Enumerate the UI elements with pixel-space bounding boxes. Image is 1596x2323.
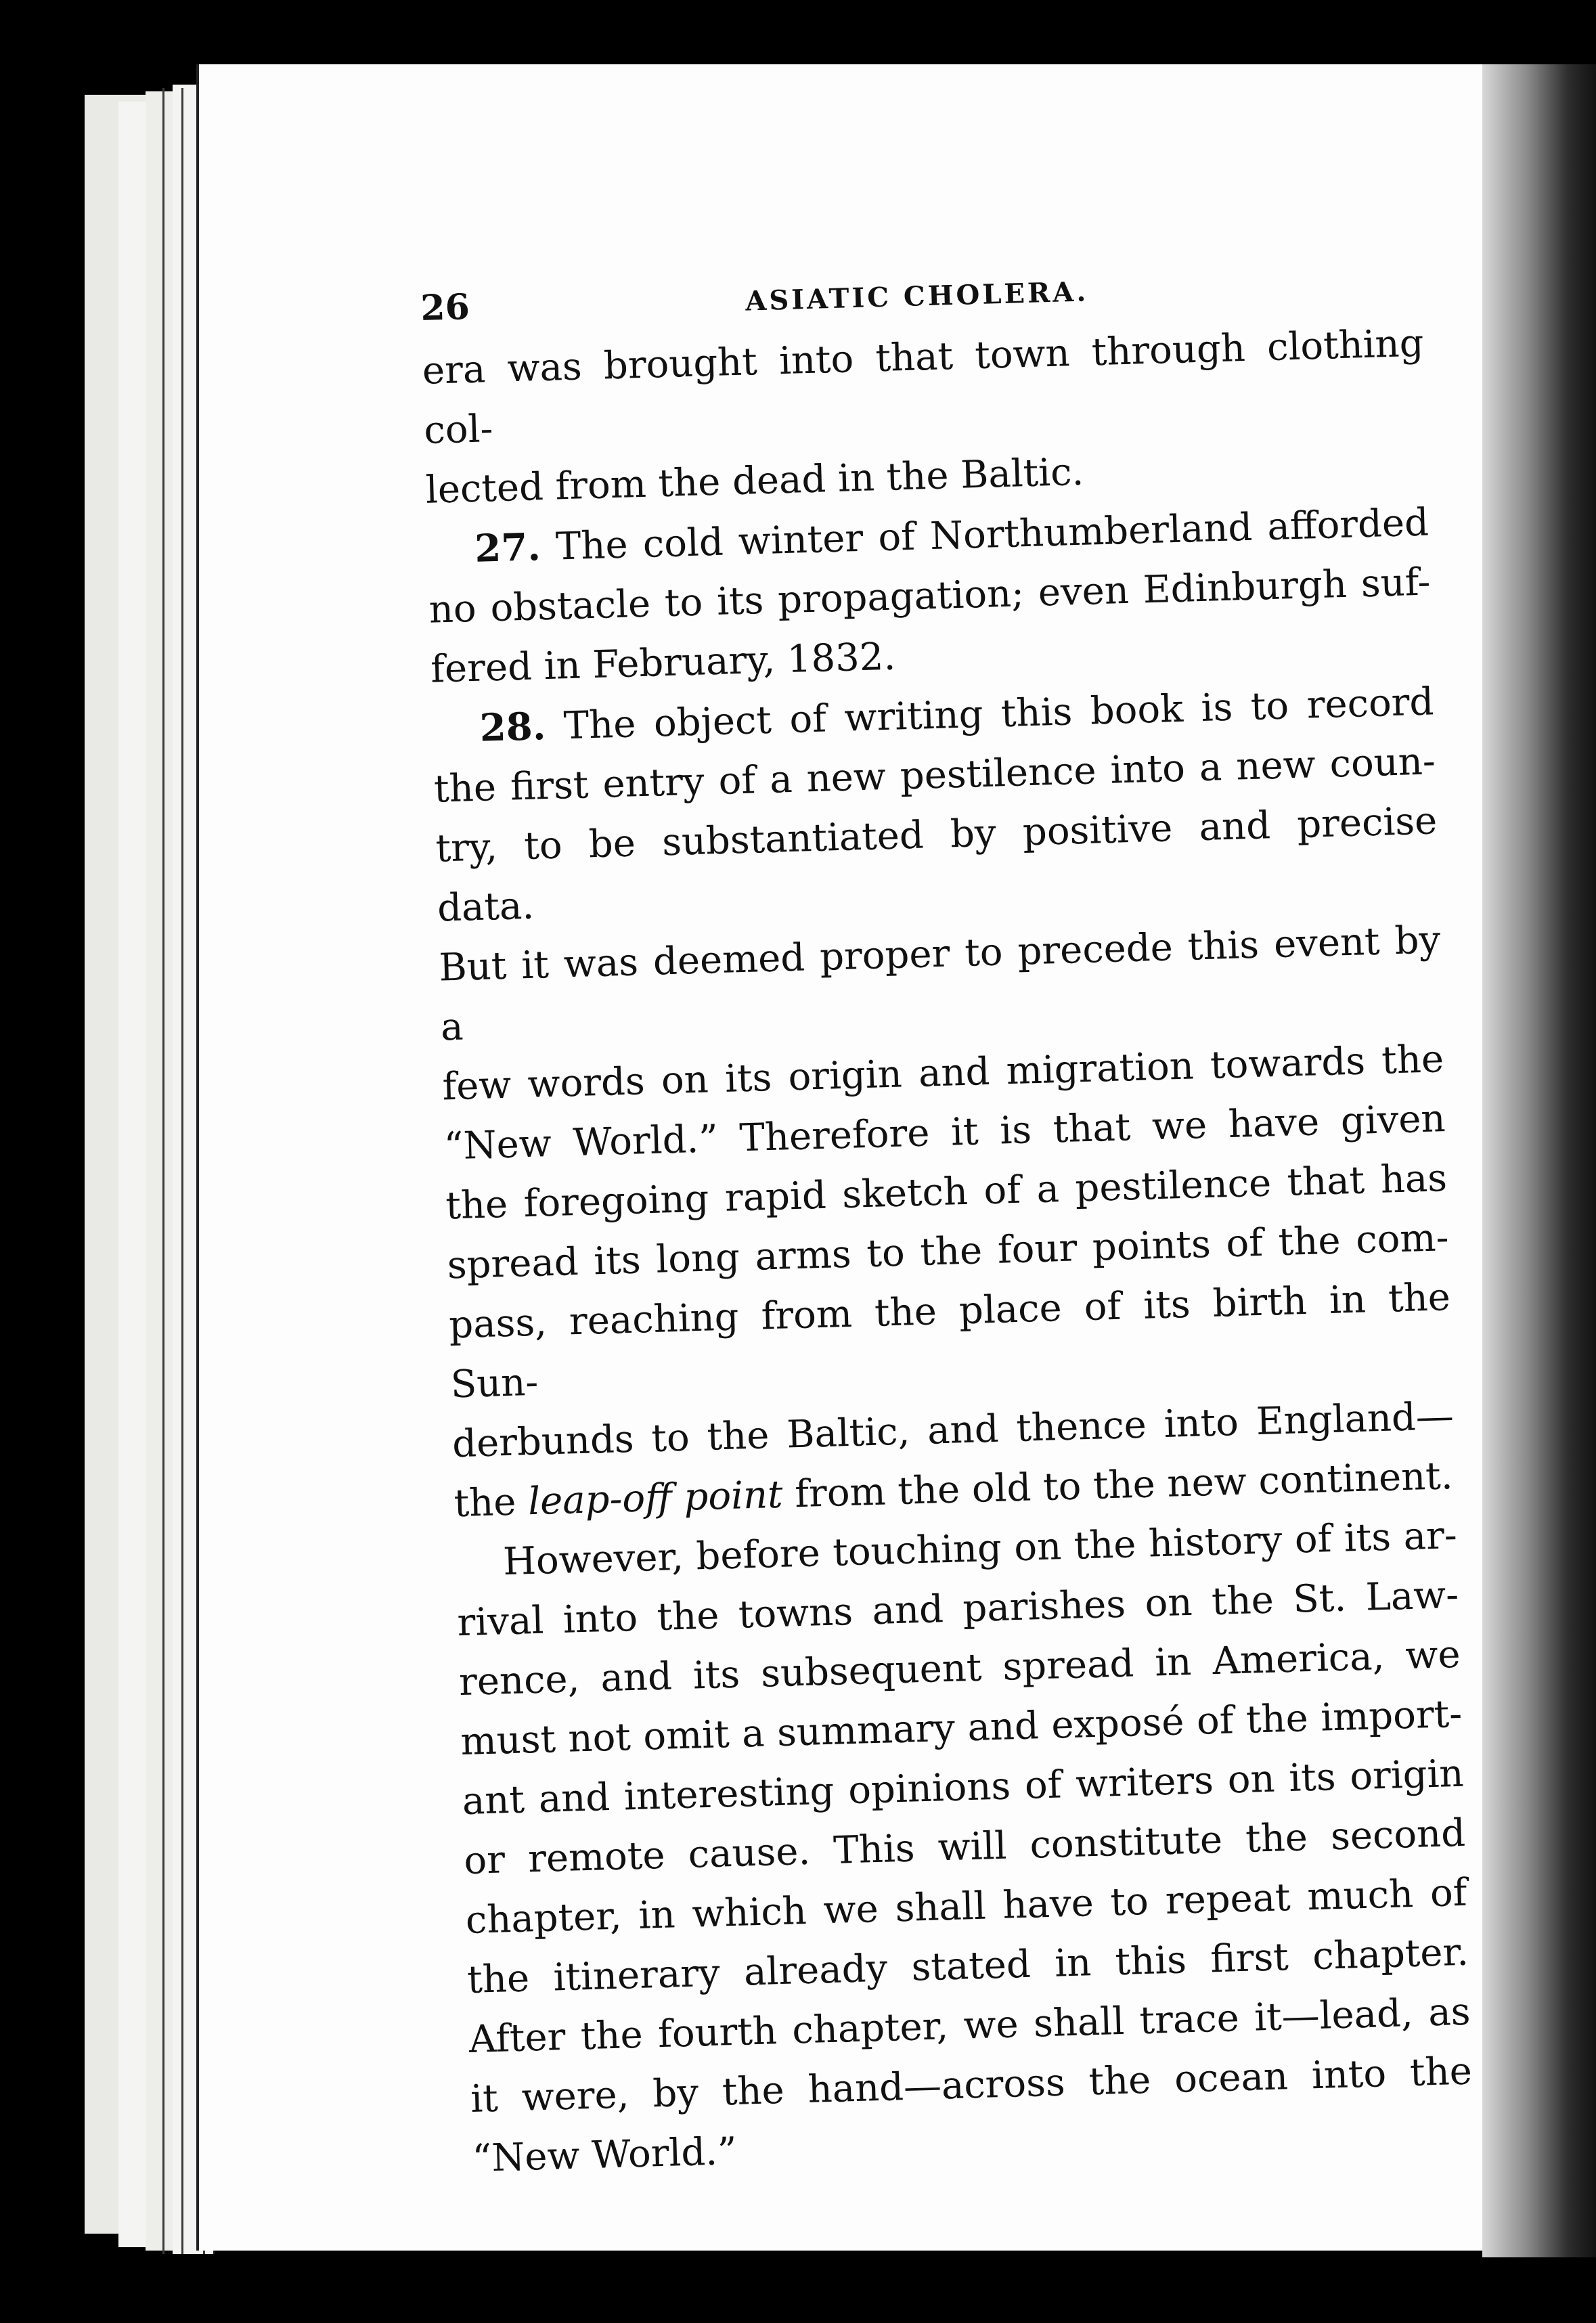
text-line: But it was deemed proper to precede this event by a <box>438 918 1441 1050</box>
text-line: try, to be substantiated by positive and precise data. <box>435 799 1438 931</box>
text-line: era was brought into that town through clothing col- <box>422 321 1425 453</box>
text-line: However, before touching on the history of its ar- <box>502 1513 1458 1585</box>
paragraph-continuation <box>422 314 1428 521</box>
italic-phrase: leap-off point <box>527 1472 784 1524</box>
page-text <box>420 246 1474 2189</box>
running-title: ASIATIC CHOLERA. <box>745 275 1089 317</box>
text-line: “New World.” <box>471 2129 738 2181</box>
text-line: pass, reaching from the place of its birth in the Sun- <box>448 1275 1451 1407</box>
text-line: the foregoing rapid sketch of a pestilence that has <box>445 1156 1448 1229</box>
text-line: spread its long arms to the four points of the com- <box>447 1216 1450 1288</box>
text-line: it were, by the hand—across the ocean into the <box>470 2049 1473 2121</box>
paragraph-number: 27. <box>474 525 541 571</box>
text-fragment: the <box>453 1480 529 1526</box>
text-line: After the fourth chapter, we shall trace it—lead, as <box>468 1989 1471 2062</box>
paragraph-however <box>455 1506 1474 2189</box>
text-line: few words on its origin and migration towards the <box>441 1037 1444 1109</box>
text-line: “New World.” Therefore it is that we have given <box>443 1097 1446 1169</box>
text-line: rival into the towns and parishes on the St. Law- <box>456 1572 1459 1645</box>
text-fragment: from the old to the new continent. <box>782 1454 1454 1517</box>
text-line: ant and interesting opinions of writers on its origin <box>462 1751 1465 1824</box>
page-edge-line <box>181 88 183 2254</box>
text-line-content: The object of writing this book is to record <box>562 680 1435 749</box>
text-line: rence, and its subsequent spread in America, we <box>458 1632 1461 1705</box>
text-line: the first entry of a new pestilence into a new coun- <box>433 739 1436 812</box>
page-edge-line <box>162 88 164 2254</box>
binding-shadow <box>1482 64 1596 2257</box>
text-line: or remote cause. This will constitute the second <box>463 1811 1466 1884</box>
paragraph-number: 28. <box>479 704 547 751</box>
text-line: fered in February, 1832. <box>430 634 897 692</box>
text-line: must not omit a summary and exposé of the import- <box>460 1691 1463 1765</box>
text-line: derbunds to the Baltic, and thence into England— <box>451 1394 1455 1467</box>
text-line: no obstacle to its propagation; even Edinburgh suf- <box>428 560 1432 632</box>
paragraph-28 <box>432 671 1457 1534</box>
text-line: chapter, in which we shall have to repeat much of <box>465 1870 1468 1943</box>
page-number: 26 <box>420 286 470 329</box>
paragraph-27 <box>426 493 1433 700</box>
text-line-content: The cold winter of Northumberland afforded <box>555 500 1429 569</box>
text-line: the itinerary already stated in this first chapter. <box>466 1930 1469 2003</box>
text-line: lected from the dead in the Baltic. <box>425 449 1085 512</box>
